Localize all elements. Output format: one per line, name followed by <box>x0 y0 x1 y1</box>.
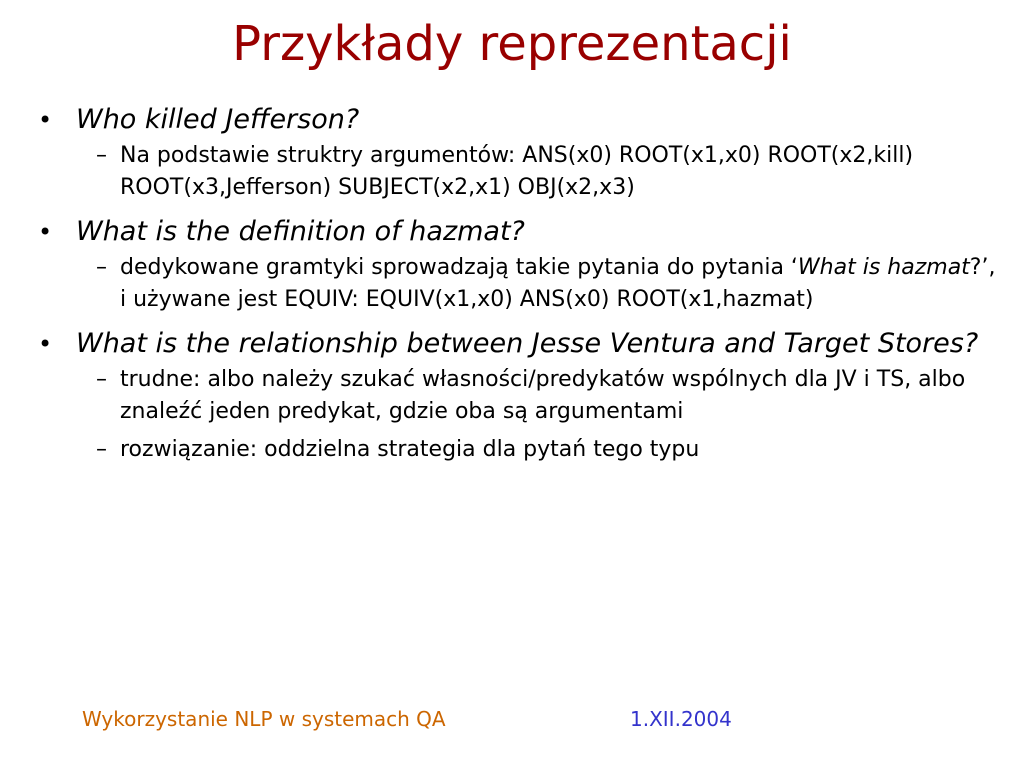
sub-text: Na podstawie struktry argumentów: ANS(x0) ROOT(x1,x0) ROOT(x2,kill) ROOT(x3,Jefferson) SUBJECT(x2,x1) OBJ(x2,x3) <box>120 143 914 200</box>
sub-item <box>38 140 998 204</box>
footer-title: Wykorzystanie NLP w systemach QA <box>82 707 446 731</box>
bullet-item <box>38 212 998 252</box>
bullet-text: What is the relationship between Jesse Ventura and Target Stores? <box>76 328 979 359</box>
sub-item <box>38 252 998 316</box>
sub-text-italic: What is hazmat <box>797 255 970 280</box>
bullet-item <box>38 324 998 364</box>
bullet-text: What is the definition of hazmat? <box>76 216 525 247</box>
sub-item <box>38 364 998 428</box>
footer-date: 1.XII.2004 <box>630 707 732 731</box>
sub-text: trudne: albo należy szukać własności/predykatów wspólnych dla JV i TS, albo znaleźć jeden predykat, gdzie oba są argumentami <box>120 367 966 424</box>
bullet-item <box>38 100 998 140</box>
dash-icon: – <box>96 367 107 392</box>
slide-content <box>38 100 998 466</box>
slide-title: Przykłady reprezentacji <box>232 16 792 72</box>
sub-text-pre: dedykowane gramtyki sprowadzają takie pytania do pytania ‘ <box>120 255 798 280</box>
bullet-dot-icon: • <box>38 218 53 246</box>
sub-text: rozwiązanie: oddzielna strategia dla pytań tego typu <box>120 437 700 462</box>
bullet-dot-icon: • <box>38 330 53 358</box>
sub-item <box>38 434 998 466</box>
dash-icon: – <box>96 437 107 462</box>
bullet-dot-icon: • <box>38 106 53 134</box>
dash-icon: – <box>96 143 107 168</box>
bullet-text: Who killed Jefferson? <box>76 104 360 135</box>
sub-text-post: ?’, i używane jest EQUIV: EQUIV(x1,x0) ANS(x0) ROOT(x1,hazmat) <box>120 255 996 312</box>
dash-icon: – <box>96 255 107 280</box>
